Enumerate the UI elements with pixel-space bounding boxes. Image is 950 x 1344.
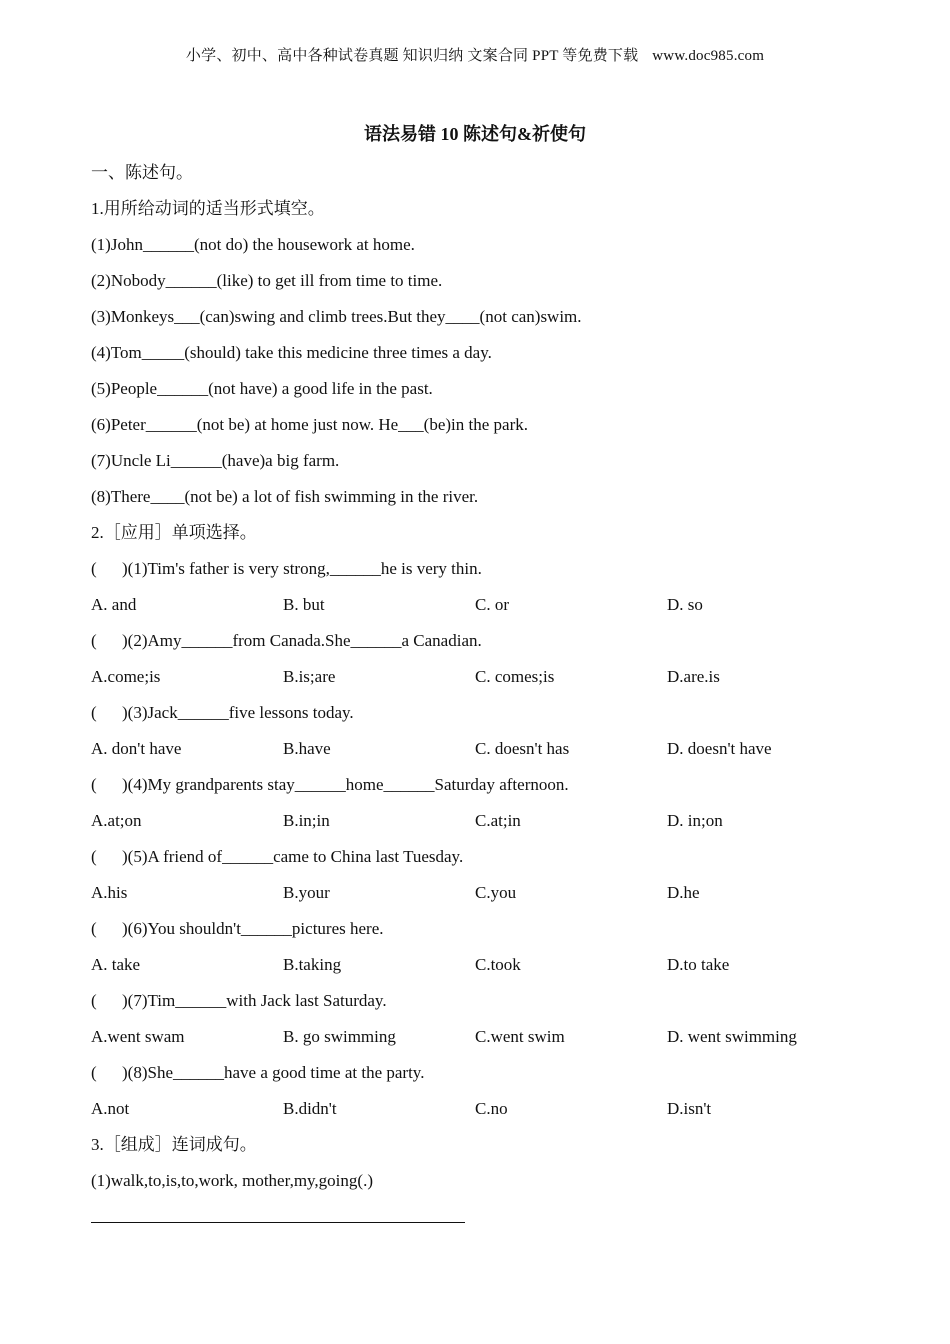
option-d: D. in;on — [667, 811, 723, 830]
question-text: )(7)Tim______with Jack last Saturday. — [122, 991, 387, 1010]
option-d: D. went swimming — [667, 1027, 797, 1046]
option-row — [91, 1094, 871, 1130]
question-stem — [91, 914, 871, 950]
question-stem — [91, 626, 871, 662]
question-stem — [91, 842, 871, 878]
answer-paren: ( — [91, 703, 97, 722]
option-c: C.took — [475, 955, 521, 974]
option-row — [91, 662, 871, 698]
page-header — [0, 44, 950, 65]
option-a: A. and — [91, 595, 137, 614]
worksheet-title: 语法易错 10 陈述句&祈使句 — [364, 124, 586, 144]
option-a: A. don't have — [91, 739, 182, 758]
option-c: C.you — [475, 883, 517, 902]
worksheet-content — [91, 158, 871, 1223]
option-a: A.went swam — [91, 1027, 185, 1046]
option-a: A.at;on — [91, 811, 142, 830]
option-c: C.at;in — [475, 811, 521, 830]
option-a: A.come;is — [91, 667, 161, 686]
option-b: B.your — [283, 883, 330, 902]
option-d: D. so — [667, 595, 703, 614]
question-text: )(5)A friend of______came to China last Tuesday. — [122, 847, 464, 866]
fill-blank-item: (2)Nobody______(like) to get ill from time to time. — [91, 271, 443, 290]
option-row — [91, 590, 871, 626]
fill-blank-item: (5)People______(not have) a good life in the past. — [91, 379, 433, 398]
part3-heading: 3.［组成］连词成句。 — [91, 1135, 257, 1154]
option-row — [91, 806, 871, 842]
option-c: C. comes;is — [475, 667, 555, 686]
header-url[interactable]: www.doc985.com — [652, 48, 765, 64]
option-b: B. but — [283, 595, 325, 614]
fill-blank-item: (4)Tom_____(should) take this medicine three times a day. — [91, 343, 492, 362]
answer-line — [91, 1222, 465, 1223]
option-b: B.is;are — [283, 667, 336, 686]
option-row — [91, 878, 871, 914]
part2-heading: 2.［应用］单项选择。 — [91, 523, 257, 542]
question-text: )(2)Amy______from Canada.She______a Canadian. — [122, 631, 482, 650]
option-row — [91, 734, 871, 770]
part1-heading: 1.用所给动词的适当形式填空。 — [91, 199, 325, 218]
option-row — [91, 1022, 871, 1058]
option-b: B.have — [283, 739, 331, 758]
answer-paren: ( — [91, 919, 97, 938]
option-c: C. or — [475, 595, 509, 614]
option-d: D.to take — [667, 955, 730, 974]
question-stem — [91, 698, 871, 734]
question-text: )(1)Tim's father is very strong,______he is very thin. — [122, 559, 482, 578]
option-b: B. go swimming — [283, 1027, 396, 1046]
answer-paren: ( — [91, 1063, 97, 1082]
option-d: D.he — [667, 883, 700, 902]
question-stem — [91, 986, 871, 1022]
question-text: )(4)My grandparents stay______home______Saturday afternoon. — [122, 775, 569, 794]
answer-paren: ( — [91, 847, 97, 866]
option-row — [91, 950, 871, 986]
word-order-item: (1)walk,to,is,to,work, mother,my,going(.) — [91, 1171, 373, 1190]
question-text: )(6)You shouldn't______pictures here. — [122, 919, 384, 938]
option-c: C.no — [475, 1099, 508, 1118]
fill-blank-item: (6)Peter______(not be) at home just now. He___(be)in the park. — [91, 415, 529, 434]
option-a: A.not — [91, 1099, 130, 1118]
option-b: B.didn't — [283, 1099, 337, 1118]
question-stem — [91, 770, 871, 806]
option-b: B.taking — [283, 955, 342, 974]
option-b: B.in;in — [283, 811, 330, 830]
option-a: A. take — [91, 955, 141, 974]
question-text: )(8)She______have a good time at the party. — [122, 1063, 425, 1082]
fill-blank-item: (1)John______(not do) the housework at home. — [91, 235, 415, 254]
fill-blank-item: (7)Uncle Li______(have)a big farm. — [91, 451, 340, 470]
answer-paren: ( — [91, 991, 97, 1010]
answer-paren: ( — [91, 631, 97, 650]
question-text: )(3)Jack______five lessons today. — [122, 703, 354, 722]
answer-paren: ( — [91, 775, 97, 794]
question-stem — [91, 554, 871, 590]
option-c: C.went swim — [475, 1027, 565, 1046]
option-a: A.his — [91, 883, 128, 902]
answer-paren: ( — [91, 559, 97, 578]
option-d: D. doesn't have — [667, 739, 772, 758]
section-heading: 一、陈述句。 — [91, 163, 193, 182]
fill-blank-item: (3)Monkeys___(can)swing and climb trees.But they____(not can)swim. — [91, 307, 582, 326]
option-d: D.are.is — [667, 667, 720, 686]
option-c: C. doesn't has — [475, 739, 570, 758]
fill-blank-item: (8)There____(not be) a lot of fish swimming in the river. — [91, 487, 479, 506]
option-d: D.isn't — [667, 1099, 712, 1118]
header-text: 小学、初中、高中各种试卷真题 知识归纳 文案合同 PPT 等免费下载 — [185, 48, 639, 64]
question-stem — [91, 1058, 871, 1094]
